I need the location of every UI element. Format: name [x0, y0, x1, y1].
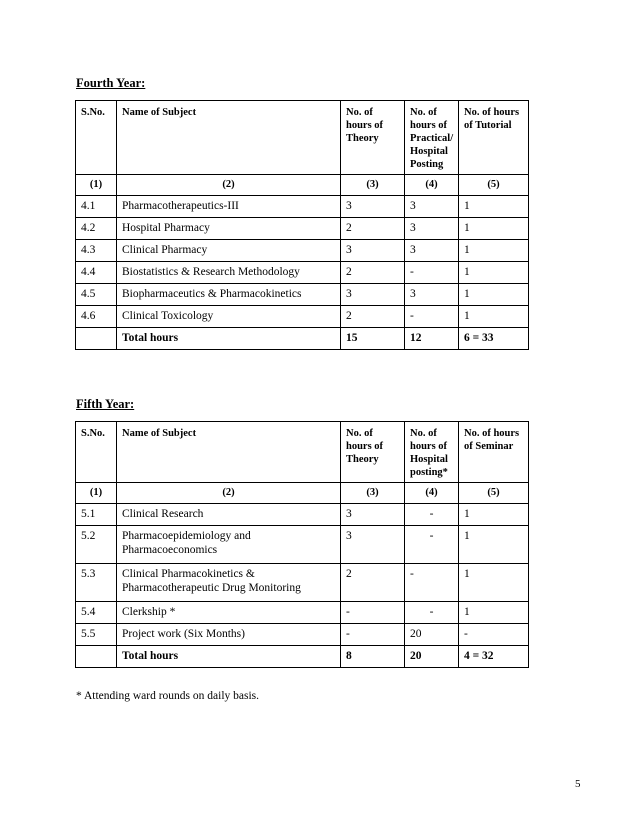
cell-sno: 5.4	[76, 602, 117, 624]
cell-theory: 3	[341, 526, 405, 564]
cell-subject: Pharmacoepidemiology and Pharmacoeconomics	[117, 526, 341, 564]
cell-total-seminar: 4 = 32	[459, 646, 529, 668]
cell-practical: -	[405, 306, 459, 328]
header-sno: S.No.	[76, 101, 117, 175]
cell-hospital-posting: -	[405, 602, 459, 624]
cell-theory: 2	[341, 564, 405, 602]
header-subject: Name of Subject	[117, 101, 341, 175]
cell-theory: -	[341, 624, 405, 646]
cell-theory: 3	[341, 504, 405, 526]
cell-subject: Clinical Research	[117, 504, 341, 526]
cell-total-theory: 15	[341, 328, 405, 350]
cell-sno: 4.2	[76, 218, 117, 240]
cell-practical: 3	[405, 284, 459, 306]
cell-practical: 3	[405, 240, 459, 262]
header-theory: No. of hours of Theory	[341, 422, 405, 483]
cell-seminar: 1	[459, 602, 529, 624]
cell-theory: 2	[341, 218, 405, 240]
header-tutorial: No. of hours of Tutorial	[459, 101, 529, 175]
cell-tutorial: 1	[459, 218, 529, 240]
table-row	[76, 240, 529, 262]
cell-sno: 5.1	[76, 504, 117, 526]
footnote: * Attending ward rounds on daily basis.	[76, 690, 260, 702]
header-practical: No. of hours of Practical/ Hospital Posting	[405, 101, 459, 175]
fifth-year-table	[75, 421, 529, 668]
cell-tutorial: 1	[459, 284, 529, 306]
table-row	[76, 284, 529, 306]
cell-tutorial: 1	[459, 306, 529, 328]
cell-practical: 3	[405, 196, 459, 218]
col-number: (5)	[459, 175, 529, 196]
cell-sno	[76, 328, 117, 350]
cell-total-tutorial: 6 = 33	[459, 328, 529, 350]
cell-sno: 4.5	[76, 284, 117, 306]
cell-total-label: Total hours	[117, 646, 341, 668]
col-number: (2)	[117, 175, 341, 196]
col-number: (1)	[76, 175, 117, 196]
cell-sno: 4.3	[76, 240, 117, 262]
cell-subject: Clinical Pharmacy	[117, 240, 341, 262]
table-header-row	[76, 422, 529, 483]
cell-sno: 5.2	[76, 526, 117, 564]
cell-sno: 5.3	[76, 564, 117, 602]
col-number: (3)	[341, 175, 405, 196]
cell-subject: Biostatistics & Research Methodology	[117, 262, 341, 284]
cell-seminar: 1	[459, 504, 529, 526]
table-row	[76, 504, 529, 526]
header-seminar: No. of hours of Seminar	[459, 422, 529, 483]
cell-theory: 3	[341, 240, 405, 262]
cell-tutorial: 1	[459, 240, 529, 262]
page-number: 5	[575, 778, 581, 790]
cell-sno: 4.1	[76, 196, 117, 218]
col-number: (4)	[405, 175, 459, 196]
table-row	[76, 624, 529, 646]
cell-hospital-posting: -	[405, 504, 459, 526]
cell-total-hospital-posting: 20	[405, 646, 459, 668]
cell-subject: Clerkship *	[117, 602, 341, 624]
total-row	[76, 646, 529, 668]
cell-hospital-posting: -	[405, 564, 459, 602]
cell-total-theory: 8	[341, 646, 405, 668]
cell-sno: 4.4	[76, 262, 117, 284]
col-number: (2)	[117, 483, 341, 504]
cell-seminar: -	[459, 624, 529, 646]
cell-subject: Project work (Six Months)	[117, 624, 341, 646]
header-sno: S.No.	[76, 422, 117, 483]
cell-theory: 2	[341, 306, 405, 328]
cell-seminar: 1	[459, 564, 529, 602]
column-number-row	[76, 483, 529, 504]
fourth-year-heading: Fourth Year:	[76, 76, 146, 90]
cell-theory: 3	[341, 196, 405, 218]
cell-practical: -	[405, 262, 459, 284]
fourth-year-table	[75, 100, 529, 350]
col-number: (4)	[405, 483, 459, 504]
cell-sno: 5.5	[76, 624, 117, 646]
table-row	[76, 602, 529, 624]
header-hospital-posting: No. of hours of Hospital posting*	[405, 422, 459, 483]
fifth-year-heading: Fifth Year:	[76, 397, 135, 411]
table-row	[76, 262, 529, 284]
cell-subject: Hospital Pharmacy	[117, 218, 341, 240]
cell-sno	[76, 646, 117, 668]
col-number: (5)	[459, 483, 529, 504]
col-number: (1)	[76, 483, 117, 504]
cell-total-label: Total hours	[117, 328, 341, 350]
cell-hospital-posting: 20	[405, 624, 459, 646]
cell-theory: 2	[341, 262, 405, 284]
cell-hospital-posting: -	[405, 526, 459, 564]
cell-seminar: 1	[459, 526, 529, 564]
header-theory: No. of hours of Theory	[341, 101, 405, 175]
cell-tutorial: 1	[459, 196, 529, 218]
table-row	[76, 218, 529, 240]
header-subject: Name of Subject	[117, 422, 341, 483]
cell-tutorial: 1	[459, 262, 529, 284]
cell-theory: -	[341, 602, 405, 624]
cell-total-practical: 12	[405, 328, 459, 350]
cell-subject: Clinical Toxicology	[117, 306, 341, 328]
col-number: (3)	[341, 483, 405, 504]
cell-subject: Clinical Pharmacokinetics & Pharmacotherapeutic Drug Monitoring	[117, 564, 341, 602]
cell-theory: 3	[341, 284, 405, 306]
table-header-row	[76, 101, 529, 175]
table-row	[76, 196, 529, 218]
column-number-row	[76, 175, 529, 196]
total-row	[76, 328, 529, 350]
cell-subject: Biopharmaceutics & Pharmacokinetics	[117, 284, 341, 306]
table-row	[76, 526, 529, 564]
cell-subject: Pharmacotherapeutics-III	[117, 196, 341, 218]
table-row	[76, 564, 529, 602]
cell-sno: 4.6	[76, 306, 117, 328]
table-row	[76, 306, 529, 328]
cell-practical: 3	[405, 218, 459, 240]
